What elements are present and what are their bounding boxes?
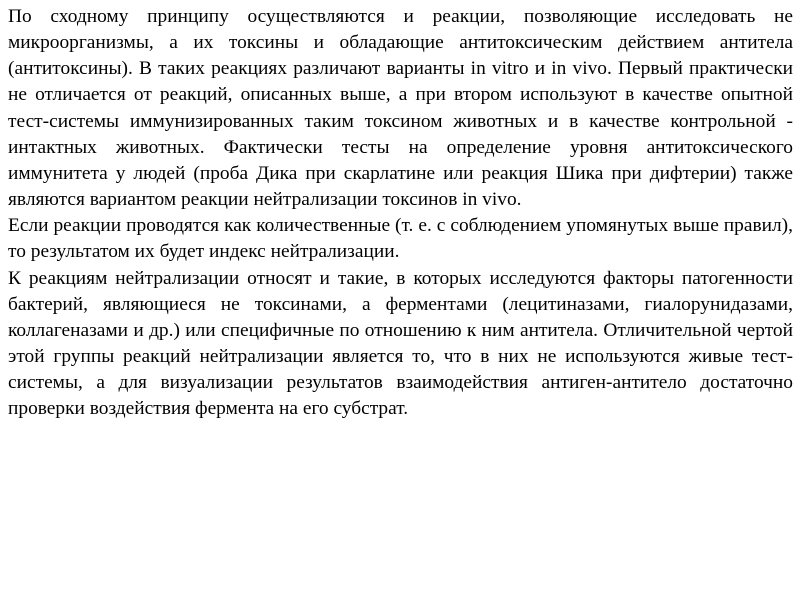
text-block [8, 4, 793, 423]
paragraph-1: По сходному принципу осуществляются и реакции, позволяющие исследовать не микроорганизмы, а их токсины и обладающие антитоксическим действием антитела (антитоксины). В таких реакциях различают варианты in vitro и in vivo. Первый практически не отличается от реакций, описанных выше, а при втором используют в качестве опытной тест-системы иммунизированных таким токсином животных и в качестве контрольной - интактных животных. Фактически тесты на определение уровня антитоксического иммунитета у людей (проба Дика при скарлатине или реакция Шика при дифтерии) также являются вариантом реакции нейтрализации токсинов in vivo. [8, 6, 793, 211]
paragraph-3: К реакциям нейтрализации относят и такие, в которых исследуются факторы патогенности бактерий, являющиеся не токсинами, а ферментами (лецитиназами, гиалорунидазами, коллагеназами и др.) или специфичные по отношению к ним антитела. Отличительной чертой этой группы реакций нейтрализации является то, что в них не используются живые тест-системы, а для визуализации результатов взаимодействия антиген-антитело достаточно проверки воздействия фермента на его субстрат. [8, 267, 793, 420]
paragraph-2: Если реакции проводятся как количественные (т. е. с соблюдением упомянутых выше правил), то результатом их будет индекс нейтрализации. [8, 215, 793, 263]
